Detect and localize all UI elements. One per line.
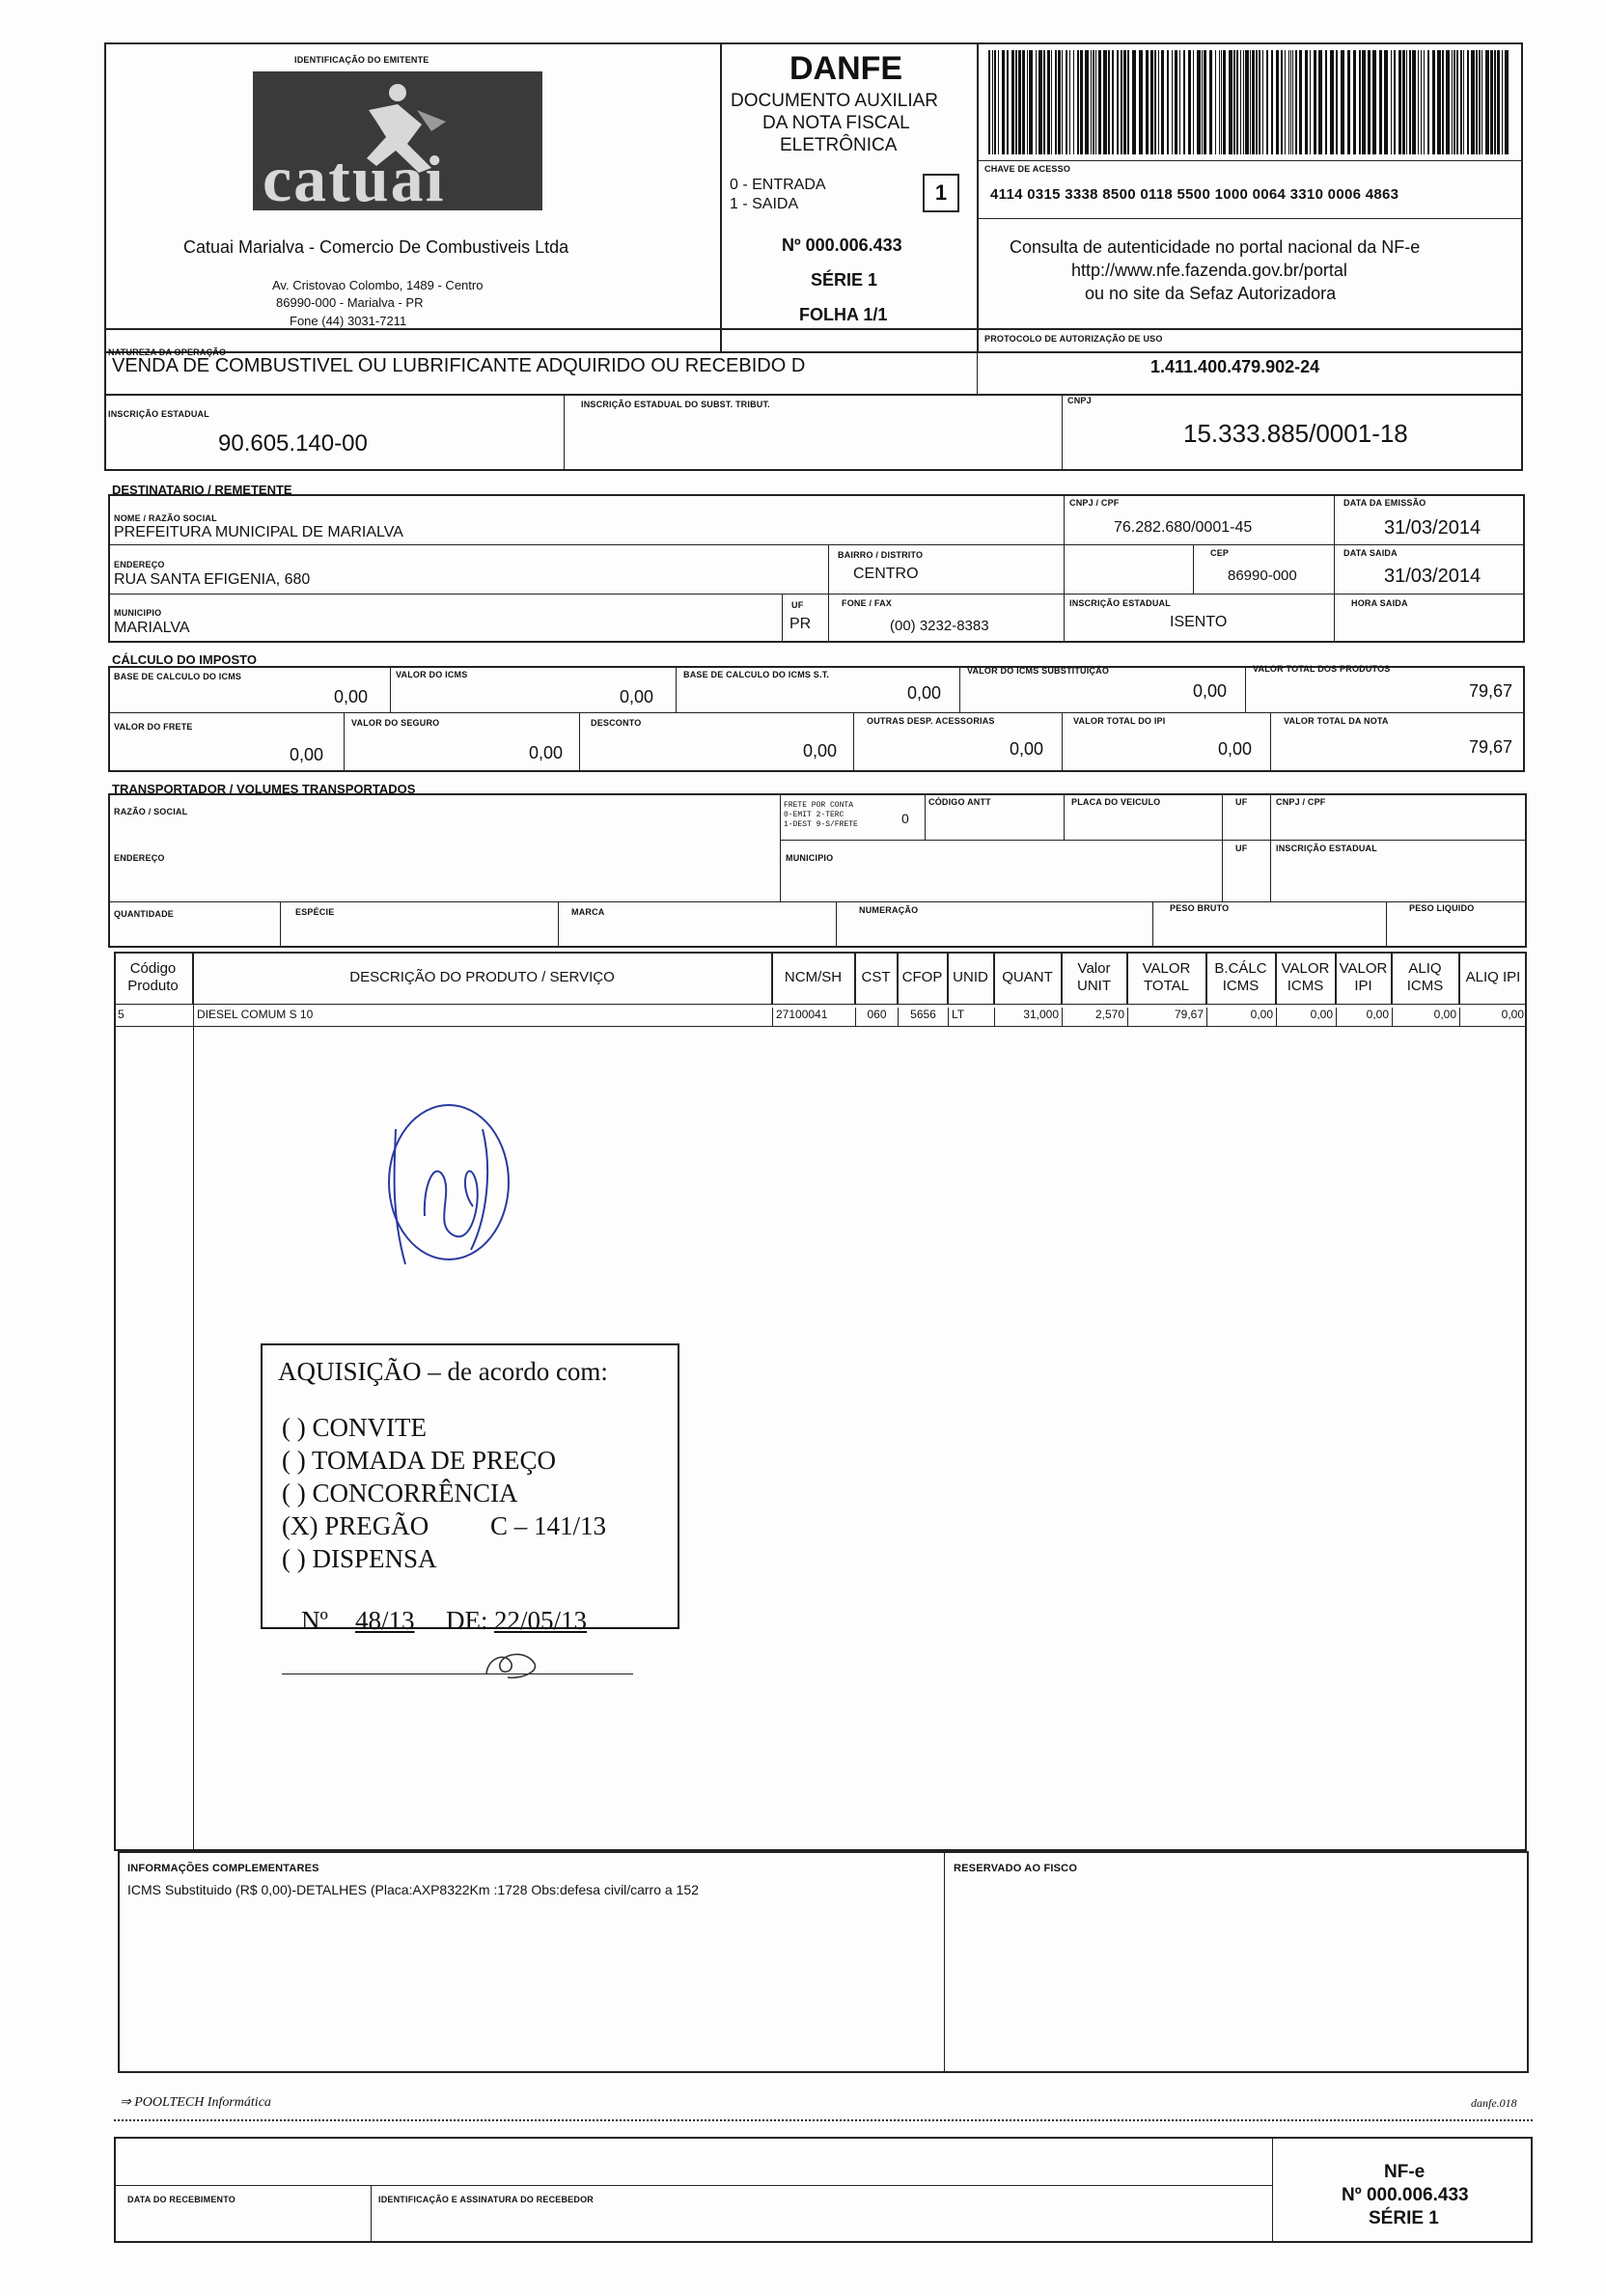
freight-label: VALOR DO FRETE [114, 722, 193, 732]
icms: 0,00 [620, 687, 654, 706]
tax-section: CÁLCULO DO IMPOSTO [112, 652, 257, 667]
freight-value: 0 [901, 811, 909, 826]
operation-value: VENDA DE COMBUSTIVEL OU LUBRIFICANTE ADQUIRIDO OU RECEBIDO D [112, 355, 806, 376]
row-cell-unit: LT [948, 1008, 994, 1027]
barcode-bar [1223, 50, 1226, 154]
barcode-bar [1188, 50, 1191, 154]
receipt-stub [114, 2137, 1533, 2243]
uf: PR [789, 616, 812, 632]
recipient-ie: ISENTO [1170, 614, 1228, 630]
extra-info-label: INFORMAÇÕES COMPLEMENTARES [127, 1863, 319, 1874]
barcode-bar [1402, 50, 1405, 154]
barcode-bar [1456, 50, 1458, 154]
barcode-bar [1112, 50, 1114, 154]
carrier-address-label: ENDEREÇO [114, 853, 165, 863]
col-header-ncm: NCM/SH [772, 952, 855, 1004]
stamp-title: AQUISIÇÃO – de acordo com: [278, 1357, 608, 1386]
barcode-bar [1209, 50, 1212, 154]
icms-label: VALOR DO ICMS [396, 670, 468, 679]
barcode-bar [1095, 50, 1096, 154]
operation-label: NATUREZA DA OPERAÇÃO [108, 347, 227, 357]
barcode-bar [1259, 50, 1260, 154]
barcode-bar [1150, 50, 1153, 154]
row-cell-ncm: 27100041 [772, 1008, 855, 1027]
row-cell-description: DIESEL COMUM S 10 [193, 1008, 772, 1027]
col-header-description: DESCRIÇÃO DO PRODUTO / SERVIÇO [193, 952, 772, 1004]
barcode-bar [1029, 50, 1033, 154]
cnpj-value: 15.333.885/0001-18 [1183, 419, 1408, 448]
recipient-cnpj: 76.282.680/0001-45 [1114, 519, 1253, 536]
protocol-value: 1.411.400.479.902-24 [1150, 357, 1320, 376]
barcode-bar [1069, 50, 1070, 154]
barcode-bar [1266, 50, 1268, 154]
col-header-bc-icms: B.CÁLC ICMS [1206, 952, 1276, 1004]
barcode-bar [1292, 50, 1293, 154]
barcode-bar [1161, 50, 1164, 154]
barcode-bar [1310, 50, 1311, 154]
col-header-unit: UNID [948, 952, 994, 1004]
cep: 86990-000 [1228, 567, 1297, 584]
danfe-title: DANFE [789, 50, 903, 87]
net-weight-label: PESO LIQUIDO [1409, 903, 1475, 913]
col-header-icms-value: VALOR ICMS [1276, 952, 1336, 1004]
pooltech-text: POOLTECH Informática [134, 2095, 271, 2110]
carrier-uf-label: UF [1235, 797, 1248, 807]
ie-value: 90.605.140-00 [218, 430, 368, 456]
barcode-bar [1412, 50, 1416, 154]
gross-weight-label: PESO BRUTO [1170, 903, 1230, 913]
barcode-bar [1295, 50, 1297, 154]
barcode-bar [1108, 50, 1110, 154]
barcode-bar [1276, 50, 1279, 154]
barcode-bar [1379, 50, 1382, 154]
barcode-bar [1038, 50, 1042, 154]
base-st: 0,00 [907, 683, 942, 703]
antt-label: CÓDIGO ANTT [928, 797, 991, 807]
pooltech-brand [120, 2094, 271, 2111]
carrier-city-label: MUNICIPIO [786, 853, 834, 863]
barcode-bar [1047, 50, 1050, 154]
barcode-bar [1290, 50, 1291, 154]
barcode-bar [1073, 50, 1074, 154]
barcode-bar [1233, 50, 1235, 154]
barcode-bar [1476, 50, 1478, 154]
recipient-cnpj-label: CNPJ / CPF [1069, 498, 1120, 508]
city-label: MUNICIPIO [114, 608, 162, 618]
emission-date-label: DATA DA EMISSÃO [1343, 498, 1426, 508]
barcode-bar [1467, 50, 1469, 154]
freight-terms-3: 1-DEST 9-S/FRETE [784, 820, 858, 829]
barcode-bar [1158, 50, 1159, 154]
logo-text: catuai [263, 142, 446, 210]
barcode-bar [1117, 50, 1119, 154]
danfe-number: Nº 000.006.433 [782, 235, 902, 255]
row-cell-cst: 060 [855, 1008, 898, 1027]
barcode-bar [1479, 50, 1481, 154]
barcode-bar [1485, 50, 1489, 154]
col-header-cfop: CFOP [898, 952, 948, 1004]
barcode-bar [998, 50, 999, 154]
danfe-code: danfe.018 [1471, 2096, 1517, 2110]
cnpj-label: CNPJ [1067, 396, 1092, 405]
discount: 0,00 [803, 741, 838, 761]
barcode-bar [1219, 50, 1220, 154]
barcode-bar [1446, 50, 1450, 154]
company-logo [253, 71, 542, 210]
barcode-bar [1437, 50, 1441, 154]
row-cell-aliq-ipi: 0,00 [1459, 1008, 1527, 1027]
discount-label: DESCONTO [591, 718, 642, 728]
barcode-bar [1318, 50, 1322, 154]
row-cell-unit-value: 2,570 [1062, 1008, 1127, 1027]
barcode-bar [1146, 50, 1149, 154]
stamp-initials [479, 1645, 546, 1683]
freight-terms-2: 0-EMIT 2-TERC [784, 811, 845, 819]
access-key-label: CHAVE DE ACESSO [984, 164, 1071, 174]
carrier-cnpj-label: CNPJ / CPF [1276, 797, 1326, 807]
stamp-number-label: Nº [301, 1606, 328, 1635]
emitter-address: Av. Cristovao Colombo, 1489 - Centro [272, 278, 484, 292]
emission-date: 31/03/2014 [1384, 517, 1481, 539]
col-header-cst: CST [855, 952, 898, 1004]
barcode-bar [992, 50, 993, 154]
barcode-bar [1497, 50, 1500, 154]
barcode-bar [1418, 50, 1419, 154]
barcode-bar [1353, 50, 1356, 154]
insurance-label: VALOR DO SEGURO [351, 718, 440, 728]
row-cell-bc-icms: 0,00 [1206, 1008, 1276, 1027]
barcode-bar [1015, 50, 1017, 154]
barcode-bar [1062, 50, 1063, 154]
barcode-bar [1051, 50, 1052, 154]
stub-series: SÉRIE 1 [1369, 2208, 1439, 2228]
barcode-bar [1091, 50, 1092, 154]
barcode-bar [1093, 50, 1094, 154]
barcode-bar [1085, 50, 1089, 154]
base-icms-label: BASE DE CALCULO DO ICMS [114, 672, 242, 681]
barcode-bar [1362, 50, 1366, 154]
barcode-bar [1236, 50, 1238, 154]
row-cell-ipi-value: 0,00 [1336, 1008, 1392, 1027]
barcode-bar [1336, 50, 1338, 154]
col-header-ipi-value: VALOR IPI [1336, 952, 1392, 1004]
barcode-bar [1325, 50, 1327, 154]
barcode-bar [988, 50, 990, 154]
nf-type-box [923, 174, 959, 212]
barcode-bar [1406, 50, 1407, 154]
exit-date-label: DATA SAIDA [1343, 548, 1398, 558]
receipt-date-label: DATA DO RECEBIMENTO [127, 2195, 235, 2204]
cep-label: CEP [1210, 548, 1230, 558]
phone-label: FONE / FAX [842, 598, 893, 608]
district-label: BAIRRO / DISTRITO [838, 550, 924, 560]
barcode-bar [1167, 50, 1169, 154]
freight-terms-1: FRETE POR CONTA [784, 801, 854, 810]
danfe-subtitle-2: DA NOTA FISCAL [762, 113, 910, 133]
barcode-bar [1243, 50, 1244, 154]
barcode-bar [1193, 50, 1194, 154]
emitter-name: Catuai Marialva - Comercio De Combustiveis Ltda [183, 237, 569, 257]
barcode-bar [1463, 50, 1464, 154]
stamp-date: 22/05/13 [494, 1606, 588, 1635]
barcode-bar [1330, 50, 1334, 154]
receiver-label: IDENTIFICAÇÃO E ASSINATURA DO RECEBEDOR [378, 2195, 594, 2204]
emitter-cep-city: 86990-000 - Marialva - PR [276, 295, 424, 310]
barcode-bar [1391, 50, 1392, 154]
total-products: 79,67 [1469, 681, 1513, 701]
stamp-date-label: DE: [446, 1606, 488, 1635]
barcode-bar [1139, 50, 1143, 154]
fisco-label: RESERVADO AO FISCO [954, 1863, 1078, 1874]
barcode-bar [1494, 50, 1496, 154]
barcode-bar [1179, 50, 1180, 154]
ipi-label: VALOR TOTAL DO IPI [1073, 716, 1166, 726]
row-cell-aliq-icms: 0,00 [1392, 1008, 1459, 1027]
barcode-bar [1197, 50, 1201, 154]
stamp-option-dispensa: ( ) DISPENSA [282, 1544, 437, 1573]
barcode-bar [1471, 50, 1475, 154]
species-label: ESPÉCIE [295, 907, 335, 917]
stamp-option-concorrencia: ( ) CONCORRÊNCIA [282, 1479, 518, 1508]
barcode-bar [1121, 50, 1122, 154]
barcode-bar [1398, 50, 1401, 154]
barcode [986, 50, 1513, 154]
barcode-bar [1427, 50, 1429, 154]
barcode-bar [1372, 50, 1376, 154]
danfe-subtitle-3: ELETRÔNICA [780, 135, 898, 155]
consult-line-1: Consulta de autenticidade no portal nacional da NF-e [1010, 237, 1421, 257]
barcode-bar [1285, 50, 1286, 154]
barcode-bar [1204, 50, 1206, 154]
barcode-bar [1252, 50, 1255, 154]
district: CENTRO [853, 566, 919, 582]
barcode-bar [1299, 50, 1302, 154]
barcode-bar [1036, 50, 1037, 154]
pooltech-icon: ⇒ [120, 2095, 131, 2110]
barcode-bar [1132, 50, 1136, 154]
barcode-bar [1043, 50, 1045, 154]
nf-type-value: 1 [934, 180, 948, 205]
ie-st-label: INSCRIÇÃO ESTADUAL DO SUBST. TRIBUT. [581, 400, 770, 409]
barcode-bar [1305, 50, 1308, 154]
icms-st: 0,00 [1193, 681, 1228, 701]
barcode-bar [1424, 50, 1425, 154]
barcode-bar [1502, 50, 1503, 154]
saida-option: 1 - SAIDA [730, 196, 799, 212]
stub-nfe: NF-e [1384, 2162, 1426, 2182]
recipient-block [108, 494, 1525, 643]
barcode-bar [1154, 50, 1156, 154]
access-key: 4114 0315 3338 8500 0118 5500 1000 0064 3310 0006 4863 [990, 186, 1399, 203]
barcode-bar [1002, 50, 1005, 154]
barcode-bar [1018, 50, 1021, 154]
col-header-aliq-icms: ALIQ ICMS [1392, 952, 1459, 1004]
recipient-section: DESTINATARIO / REMETENTE [112, 483, 292, 497]
brand-label: MARCA [571, 907, 605, 917]
other-expenses: 0,00 [1010, 739, 1044, 759]
barcode-bar [1460, 50, 1462, 154]
stamp-option-pregao: (X) PREGÃO [282, 1511, 429, 1540]
barcode-bar [1098, 50, 1101, 154]
row-cell-total-value: 79,67 [1127, 1008, 1206, 1027]
barcode-bar [1103, 50, 1107, 154]
barcode-bar [1172, 50, 1173, 154]
protocol-label: PROTOCOLO DE AUTORIZAÇÃO DE USO [984, 334, 1163, 344]
barcode-bar [1250, 50, 1251, 154]
barcode-bar [1215, 50, 1216, 154]
ie-label: INSCRIÇÃO ESTADUAL [108, 409, 209, 419]
carrier-uf2-label: UF [1235, 844, 1248, 853]
stamp-option-tomada: ( ) TOMADA DE PREÇO [282, 1446, 557, 1475]
danfe-page: FOLHA 1/1 [799, 305, 888, 324]
barcode-bar [1055, 50, 1057, 154]
barcode-bar [1454, 50, 1455, 154]
row-cell-qty: 31,000 [994, 1008, 1062, 1027]
barcode-bar [1229, 50, 1232, 154]
stamp-option-convite: ( ) CONVITE [282, 1413, 427, 1442]
recipient-address-label: ENDEREÇO [114, 560, 165, 569]
barcode-bar [1384, 50, 1388, 154]
col-header-unit-value: Valor UNIT [1062, 952, 1127, 1004]
col-header-code: Código Produto [114, 952, 193, 1004]
barcode-bar [1066, 50, 1067, 154]
barcode-bar [1288, 50, 1289, 154]
consult-line-2: http://www.nfe.fazenda.gov.br/portal [1071, 261, 1347, 280]
barcode-bar [1077, 50, 1079, 154]
barcode-bar [1022, 50, 1025, 154]
qty-label: QUANTIDADE [114, 909, 174, 919]
barcode-bar [1359, 50, 1361, 154]
transport-section: TRANSPORTADOR / VOLUMES TRANSPORTADOS [112, 782, 416, 796]
exit-date: 31/03/2014 [1384, 566, 1481, 587]
emitter-section-label: IDENTIFICAÇÃO DO EMITENTE [294, 55, 429, 65]
barcode-bar [1256, 50, 1258, 154]
phone: (00) 3232-8383 [890, 618, 989, 634]
barcode-bar [1368, 50, 1371, 154]
col-header-total-value: VALOR TOTAL [1127, 952, 1206, 1004]
barcode-bar [1409, 50, 1411, 154]
danfe-subtitle-1: DOCUMENTO AUXILIAR [731, 91, 939, 111]
plate-label: PLACA DO VEICULO [1071, 797, 1161, 807]
barcode-bar [1202, 50, 1203, 154]
barcode-bar [1281, 50, 1283, 154]
numbering-label: NUMERAÇÃO [859, 905, 919, 915]
extra-info-text: ICMS Substituido (R$ 0,00)-DETALHES (Placa:AXP8322Km :1728 Obs:defesa civil/carro a 152 [127, 1882, 699, 1897]
barcode-bar [1221, 50, 1222, 154]
icms-st-label: VALOR DO ICMS SUBSTITUIÇÃO [967, 666, 1110, 676]
stub-number: Nº 000.006.433 [1342, 2185, 1469, 2205]
barcode-bar [1347, 50, 1350, 154]
barcode-bar [1007, 50, 1009, 154]
stamp-number: 48/13 [355, 1606, 415, 1635]
uf-label: UF [791, 600, 804, 610]
barcode-bar [1183, 50, 1185, 154]
city: MARIALVA [114, 620, 190, 636]
barcode-bar [1027, 50, 1028, 154]
barcode-bar [1123, 50, 1126, 154]
barcode-bar [1442, 50, 1444, 154]
carrier-name-label: RAZÃO / SOCIAL [114, 807, 188, 816]
handwritten-signature [367, 1091, 531, 1284]
barcode-bar [1432, 50, 1435, 154]
barcode-bar [1262, 50, 1263, 154]
barcode-bar [1058, 50, 1061, 154]
barcode-bar [1421, 50, 1422, 154]
entrada-option: 0 - ENTRADA [730, 177, 826, 193]
ipi: 0,00 [1218, 739, 1253, 759]
acquisition-stamp [261, 1343, 679, 1635]
emitter-phone: Fone (44) 3031-7211 [290, 314, 407, 328]
barcode-bar [1394, 50, 1396, 154]
exit-hour-label: HORA SAIDA [1351, 598, 1408, 608]
barcode-bar [1127, 50, 1129, 154]
base-st-label: BASE DE CALCULO DO ICMS S.T. [683, 670, 830, 679]
freight: 0,00 [290, 745, 324, 764]
recipient-name: PREFEITURA MUNICIPAL DE MARIALVA [114, 524, 403, 540]
consult-line-3: ou no site da Sefaz Autorizadora [1085, 284, 1337, 303]
row-cell-code: 5 [114, 1008, 193, 1027]
recipient-address: RUA SANTA EFIGENIA, 680 [114, 571, 311, 588]
barcode-bar [1490, 50, 1493, 154]
total-note-label: VALOR TOTAL DA NOTA [1284, 716, 1389, 726]
barcode-bar [994, 50, 996, 154]
barcode-bar [1481, 50, 1482, 154]
insurance: 0,00 [529, 743, 564, 762]
barcode-bar [1271, 50, 1273, 154]
total-note: 79,67 [1469, 737, 1513, 757]
barcode-bar [1011, 50, 1014, 154]
barcode-bar [1080, 50, 1083, 154]
total-products-label: VALOR TOTAL DOS PRODUTOS [1253, 664, 1391, 674]
barcode-bar [1505, 50, 1509, 154]
carrier-ie-label: INSCRIÇÃO ESTADUAL [1276, 844, 1377, 853]
col-header-qty: QUANT [994, 952, 1062, 1004]
barcode-bar [1240, 50, 1241, 154]
freight-terms [784, 801, 858, 830]
row-cell-icms-value: 0,00 [1276, 1008, 1336, 1027]
recipient-ie-label: INSCRIÇÃO ESTADUAL [1069, 598, 1171, 608]
barcode-bar [1452, 50, 1453, 154]
barcode-bar [1245, 50, 1249, 154]
stamp-pregao-ref: C – 141/13 [490, 1511, 607, 1540]
barcode-bar [1314, 50, 1316, 154]
recipient-name-label: NOME / RAZÃO SOCIAL [114, 513, 217, 523]
barcode-bar [1175, 50, 1177, 154]
danfe-series: SÉRIE 1 [811, 270, 878, 290]
base-icms: 0,00 [334, 687, 369, 706]
other-expenses-label: OUTRAS DESP. ACESSORIAS [867, 716, 995, 726]
col-header-aliq-ipi: ALIQ IPI [1465, 969, 1521, 985]
row-cell-cfop: 5656 [898, 1008, 948, 1027]
barcode-bar [1341, 50, 1344, 154]
